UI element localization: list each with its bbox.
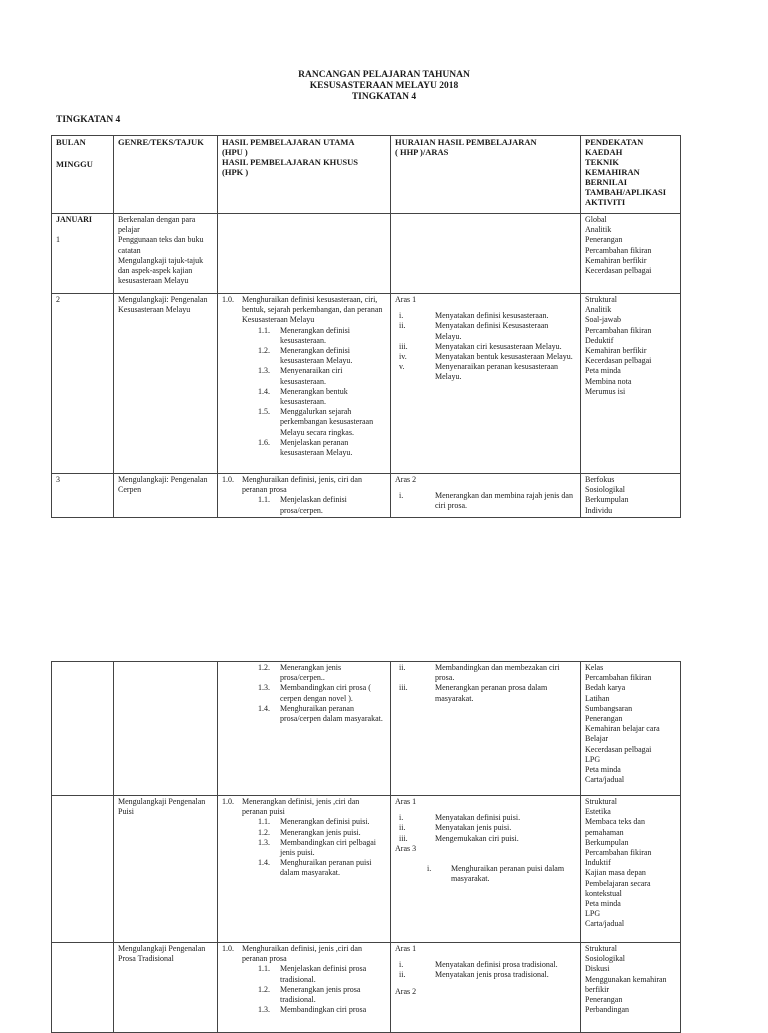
header-genre: GENRE/TEKS/TAJUK <box>114 136 218 214</box>
header-hhp-line: HURAIAN HASIL PEMBELAJARAN <box>395 137 537 147</box>
table-row <box>52 474 681 518</box>
aras-label: Aras 3 <box>395 843 417 853</box>
hpk-text: Menerangkan definisi kesusasteraan Melayu. <box>280 346 353 366</box>
hhp-text: Menyatakan ciri kesusasteraan Melayu. <box>435 341 562 351</box>
pendekatan-item: Percambahan fikiran <box>585 245 652 255</box>
table-row <box>52 662 681 796</box>
aras-label: Aras 2 <box>395 475 417 484</box>
header-hhp <box>391 136 581 214</box>
pendekatan-item: Berfokus <box>585 475 615 484</box>
pendekatan-item: Merumus isi <box>585 386 626 396</box>
cell-minggu <box>52 662 114 796</box>
pendekatan-item: Berkumpulan <box>585 837 629 847</box>
pendekatan-item: Membina nota <box>585 376 632 386</box>
hpk-text: Menerangkan jenis prosa/cerpen.. <box>280 663 342 683</box>
hpk-item <box>222 838 386 858</box>
header-bulan: BULAN <box>56 137 86 147</box>
hpk-item <box>222 704 386 724</box>
hpk-text: Menjelaskan definisi prosa/cerpen. <box>280 495 347 515</box>
pendekatan-item: Berkumpulan <box>585 495 629 505</box>
hpu-text: Menghuraikan definisi, jenis ,ciri dan peranan prosa <box>242 944 362 964</box>
hhp-item <box>395 352 576 362</box>
pendekatan-item: Sosiologikal <box>585 954 626 964</box>
document-title <box>0 70 768 103</box>
pendekatan-item: Penerangan <box>585 235 623 245</box>
plan-table-page-1 <box>51 135 681 518</box>
hpk-item <box>222 985 386 1005</box>
hhp-item <box>395 864 576 884</box>
title-line-3: TINGKATAN 4 <box>351 92 417 102</box>
hpk-number: 1.1. <box>258 964 270 974</box>
cell-pendekatan <box>581 662 681 796</box>
hpk-number: 1.6. <box>258 437 270 447</box>
hpk-text: Menggalurkan sejarah perkembangan kesusasteraan Melayu secara ringkas. <box>280 407 374 437</box>
hpu-text: Menerangkan definisi, jenis ,ciri dan peranan puisi <box>242 797 360 817</box>
table-header-row <box>52 136 681 214</box>
pendekatan-item: Kemahiran berfikir <box>585 346 647 356</box>
pendekatan-item: Diskusi <box>585 964 610 974</box>
pendekatan-item: Deduktif <box>585 335 614 345</box>
hhp-number: iii. <box>399 683 408 693</box>
cell-hpu <box>218 214 391 294</box>
pendekatan-item: Estetika <box>585 807 611 817</box>
hpk-number: 1.4. <box>258 386 270 396</box>
hhp-text: Menyatakan jenis prosa tradisional. <box>435 970 549 980</box>
pendekatan-item: Penerangan <box>585 714 623 724</box>
hpk-number: 1.2. <box>258 984 270 994</box>
hpu-number: 1.0. <box>222 944 234 953</box>
hpk-item <box>222 438 386 458</box>
header-hpu-line: (HPU ) <box>222 147 248 157</box>
cell-pendekatan <box>581 214 681 294</box>
pendekatan-item: Kecerdasan pelbagai <box>585 356 652 366</box>
aras-label: Aras 2 <box>395 986 417 996</box>
hhp-item <box>395 823 576 833</box>
hpk-text: Menerangkan definisi puisi. <box>280 817 370 827</box>
title-line-1: RANCANGAN PELAJARAN TAHUNAN <box>298 70 470 80</box>
hpk-text: Menjelaskan peranan kesusasteraan Melayu. <box>280 437 353 458</box>
hhp-item <box>395 813 576 823</box>
hhp-number: i. <box>427 864 432 874</box>
pendekatan-item: Kelas <box>585 663 604 672</box>
hpk-number: 1.5. <box>258 407 270 417</box>
pendekatan-item: Peta minda <box>585 765 621 775</box>
hhp-number: i. <box>399 491 404 501</box>
hpk-number: 1.1. <box>258 817 270 827</box>
hpk-text: Membandingkan ciri pelbagai jenis puisi. <box>280 837 376 858</box>
cell-hhp <box>391 662 581 796</box>
table-row <box>52 294 681 474</box>
cell-hhp <box>391 474 581 518</box>
pendekatan-item: Kemahiran berfikir <box>585 255 647 265</box>
hpu-number: 1.0. <box>222 295 234 304</box>
hhp-text: Menyenaraikan peranan kesusasteraan Melayu. <box>435 362 559 382</box>
cell-hhp <box>391 294 581 474</box>
hhp-text: Menerangkan dan membina rajah jenis dan ciri prosa. <box>435 491 573 511</box>
header-pendekatan-line: TAMBAH/APLIKASI <box>585 187 667 197</box>
hpk-item <box>222 683 386 703</box>
cell-hpu <box>218 474 391 518</box>
hhp-text: Menerangkan peranan prosa dalam masyarakat. <box>435 683 548 703</box>
hpk-text: Menerangkan bentuk kesusasteraan. <box>280 386 348 407</box>
header-hhp-line: ( HHP )/ARAS <box>395 147 449 157</box>
hhp-number: iii. <box>399 833 408 843</box>
hpk-item <box>222 495 386 515</box>
header-pendekatan-line: TEKNIK <box>585 157 620 167</box>
title-line-2: KESUSASTERAAN MELAYU 2018 <box>309 81 459 91</box>
hpk-number: 1.2. <box>258 663 270 672</box>
hpk-item <box>222 407 386 438</box>
pendekatan-item: Kecerdasan pelbagai <box>585 266 652 276</box>
hpk-text: Membandingkan ciri prosa <box>280 1005 367 1015</box>
table-row <box>52 214 681 294</box>
hpu-number: 1.0. <box>222 475 234 484</box>
hhp-text: Membandingkan dan membezakan ciri prosa. <box>435 663 560 683</box>
hhp-item <box>395 491 576 511</box>
pendekatan-item: Pembelajaran secara kontekstual <box>585 878 651 898</box>
aras-label: Aras 1 <box>395 797 417 806</box>
cell-genre: Mengulangkaji Pengenalan Puisi <box>114 796 218 943</box>
hpk-text: Menerangkan definisi kesusasteraan. <box>280 325 350 345</box>
pendekatan-item: Sumbangsaran <box>585 703 633 713</box>
cell-genre: Mengulangkaji Pengenalan Prosa Tradisional <box>114 943 218 1033</box>
cell-minggu: 2 <box>52 294 114 474</box>
header-pendekatan-line: PENDEKATAN <box>585 137 644 147</box>
header-hpu-line: HASIL PEMBELAJARAN KHUSUS <box>222 157 359 167</box>
genre-line: Berkenalan dengan para pelajar <box>118 215 196 235</box>
cell-hpu <box>218 662 391 796</box>
hpk-item <box>222 964 386 984</box>
header-bulan-minggu <box>52 136 114 214</box>
cell-bulan-minggu <box>52 214 114 294</box>
hpk-number: 1.3. <box>258 1005 270 1015</box>
hpk-item <box>222 817 386 827</box>
hhp-text: Menyatakan definisi prosa tradisional. <box>435 960 558 970</box>
pendekatan-item: Kemahiran belajar cara Belajar <box>585 724 660 744</box>
header-pendekatan-line: KEMAHIRAN <box>585 167 640 177</box>
pendekatan-item: Percambahan fikiran <box>585 673 652 683</box>
hhp-text: Menyatakan definisi Kesusasteraan Melayu. <box>435 321 549 341</box>
hpk-number: 1.3. <box>258 366 270 376</box>
hpk-number: 1.4. <box>258 703 270 713</box>
header-pendekatan <box>581 136 681 214</box>
hpu-item <box>222 295 386 326</box>
hhp-text: Menyatakan bentuk kesusasteraan Melayu. <box>435 352 573 362</box>
pendekatan-item: Percambahan fikiran <box>585 325 652 335</box>
hpu-text: Menghuraikan definisi kesusasteraan, ciri, bentuk, sejarah perkembangan, dan peranan Kesusasteraan Melayu <box>242 295 383 325</box>
cell-hhp <box>391 943 581 1033</box>
pendekatan-item: Struktural <box>585 797 617 806</box>
hpk-number: 1.1. <box>258 495 270 505</box>
hhp-item <box>395 683 576 703</box>
hpk-item <box>222 387 386 407</box>
hpu-text: Menghuraikan definisi, jenis, ciri dan peranan prosa <box>242 475 362 495</box>
pendekatan-item: Membaca teks dan pemahaman <box>585 817 645 837</box>
pendekatan-item: Latihan <box>585 693 610 703</box>
plan-table-page-2 <box>51 661 681 1033</box>
hhp-item <box>395 834 576 844</box>
table-row <box>52 943 681 1033</box>
pendekatan-item: Peta minda <box>585 899 621 909</box>
genre-line: Penggunaan teks dan buku catatan <box>118 235 204 255</box>
cell-genre: Mengulangkaji: Pengenalan Cerpen <box>114 474 218 518</box>
hpu-number: 1.0. <box>222 797 234 806</box>
cell-pendekatan <box>581 294 681 474</box>
cell-genre <box>114 662 218 796</box>
cell-pendekatan <box>581 474 681 518</box>
hpk-number: 1.2. <box>258 346 270 356</box>
hpk-item <box>222 828 386 838</box>
hhp-item <box>395 321 576 341</box>
cell-minggu: 3 <box>52 474 114 518</box>
header-hpu-line: HASIL PEMBELAJARAN UTAMA <box>222 137 355 147</box>
hpk-item <box>222 858 386 878</box>
cell-genre: Mengulangkaji: Pengenalan Kesusasteraan Melayu <box>114 294 218 474</box>
pendekatan-item: Induktif <box>585 858 611 868</box>
hpk-item <box>222 1005 386 1015</box>
hhp-item <box>395 342 576 352</box>
form-level-label: TINGKATAN 4 <box>56 115 121 125</box>
aras-label: Aras 1 <box>395 944 417 953</box>
header-pendekatan-line: BERNILAI <box>585 177 628 187</box>
hpu-item <box>222 475 386 495</box>
bulan-value: JANUARI <box>56 215 92 224</box>
hpk-text: Menghuraikan peranan prosa/cerpen dalam masyarakat. <box>280 703 383 724</box>
header-pendekatan-line: AKTIVITI <box>585 197 626 207</box>
header-hpu-line: (HPK ) <box>222 167 249 177</box>
hpk-text: Menerangkan jenis puisi. <box>280 827 361 837</box>
pendekatan-item: Sosiologikal <box>585 485 626 495</box>
pendekatan-item: Global <box>585 215 607 224</box>
hhp-number: i. <box>399 813 404 823</box>
aras-label: Aras 1 <box>395 295 417 304</box>
hhp-item <box>395 970 576 980</box>
pendekatan-item: Carta/jadual <box>585 919 625 929</box>
hhp-number: ii. <box>399 321 406 331</box>
cell-hhp <box>391 214 581 294</box>
pendekatan-item: Menggunakan kemahiran berfikir <box>585 974 667 994</box>
hhp-number: ii. <box>399 970 406 980</box>
minggu-value: 1 <box>56 235 60 245</box>
hhp-number: ii. <box>399 663 406 672</box>
hpk-text: Membandingkan ciri prosa ( cerpen dengan novel ). <box>280 683 371 703</box>
hhp-item <box>395 960 576 970</box>
hhp-number: v. <box>399 362 405 372</box>
pendekatan-item: Struktural <box>585 295 617 304</box>
pendekatan-item: Individu <box>585 505 613 515</box>
table-row <box>52 796 681 943</box>
hpk-number: 1.4. <box>258 858 270 868</box>
hhp-number: i. <box>399 960 404 970</box>
hpk-number: 1.3. <box>258 683 270 693</box>
pendekatan-item: Bedah karya <box>585 683 626 693</box>
pendekatan-item: Percambahan fikiran <box>585 848 652 858</box>
hhp-number: i. <box>399 311 404 321</box>
genre-line: Mengulangkaji tajuk-tajuk dan aspek-aspek kajian kesusasteraan Melayu <box>118 255 204 286</box>
cell-pendekatan <box>581 796 681 943</box>
hhp-number: iii. <box>399 341 408 351</box>
hhp-text: Mengemukakan ciri puisi. <box>435 833 519 843</box>
cell-hpu <box>218 294 391 474</box>
hpk-item <box>222 663 386 683</box>
pendekatan-item: Carta/jadual <box>585 775 625 785</box>
hpk-number: 1.1. <box>258 325 270 335</box>
hpk-text: Menyenaraikan ciri kesusasteraan. <box>280 366 343 386</box>
hpk-text: Menjelaskan definisi prosa tradisional. <box>280 964 367 984</box>
hpk-text: Menerangkan jenis prosa tradisional. <box>280 984 361 1005</box>
hhp-item <box>395 311 576 321</box>
pendekatan-item: Soal-jawab <box>585 315 621 325</box>
hpu-item <box>222 944 386 964</box>
pendekatan-item: Struktural <box>585 944 617 953</box>
hpk-item <box>222 326 386 346</box>
header-minggu: MINGGU <box>56 159 93 169</box>
hhp-item <box>395 663 576 683</box>
pendekatan-item: Kajian masa depan <box>585 868 646 878</box>
hhp-text: Menyatakan definisi kesusasteraan. <box>435 311 549 321</box>
cell-pendekatan <box>581 943 681 1033</box>
pendekatan-item: Analitik <box>585 305 612 315</box>
hhp-item <box>395 362 576 382</box>
hpk-text: Menghuraikan peranan puisi dalam masyarakat. <box>280 858 372 878</box>
pendekatan-item: Perbandingan <box>585 1005 629 1015</box>
hhp-number: ii. <box>399 823 406 833</box>
hhp-text: Menyatakan definisi puisi. <box>435 813 521 823</box>
cell-hhp <box>391 796 581 943</box>
cell-hpu <box>218 796 391 943</box>
hpk-number: 1.2. <box>258 827 270 837</box>
hhp-number: iv. <box>399 352 407 362</box>
header-pendekatan-line: KAEDAH <box>585 147 623 157</box>
pendekatan-item: Kecerdasan pelbagai <box>585 744 652 754</box>
hpk-item <box>222 366 386 386</box>
cell-genre <box>114 214 218 294</box>
cell-minggu <box>52 796 114 943</box>
cell-hpu <box>218 943 391 1033</box>
hhp-text: Menghuraikan peranan puisi dalam masyarakat. <box>451 864 565 884</box>
header-hpu <box>218 136 391 214</box>
hhp-text: Menyatakan jenis puisi. <box>435 823 512 833</box>
pendekatan-item: Penerangan <box>585 995 623 1005</box>
pendekatan-item: Peta minda <box>585 366 621 376</box>
hpu-item <box>222 797 386 817</box>
pendekatan-item: LPG <box>585 909 601 919</box>
hpk-number: 1.3. <box>258 837 270 847</box>
pendekatan-item: LPG <box>585 754 601 764</box>
hpk-item <box>222 346 386 366</box>
pendekatan-item: Analitik <box>585 225 612 235</box>
cell-minggu <box>52 943 114 1033</box>
